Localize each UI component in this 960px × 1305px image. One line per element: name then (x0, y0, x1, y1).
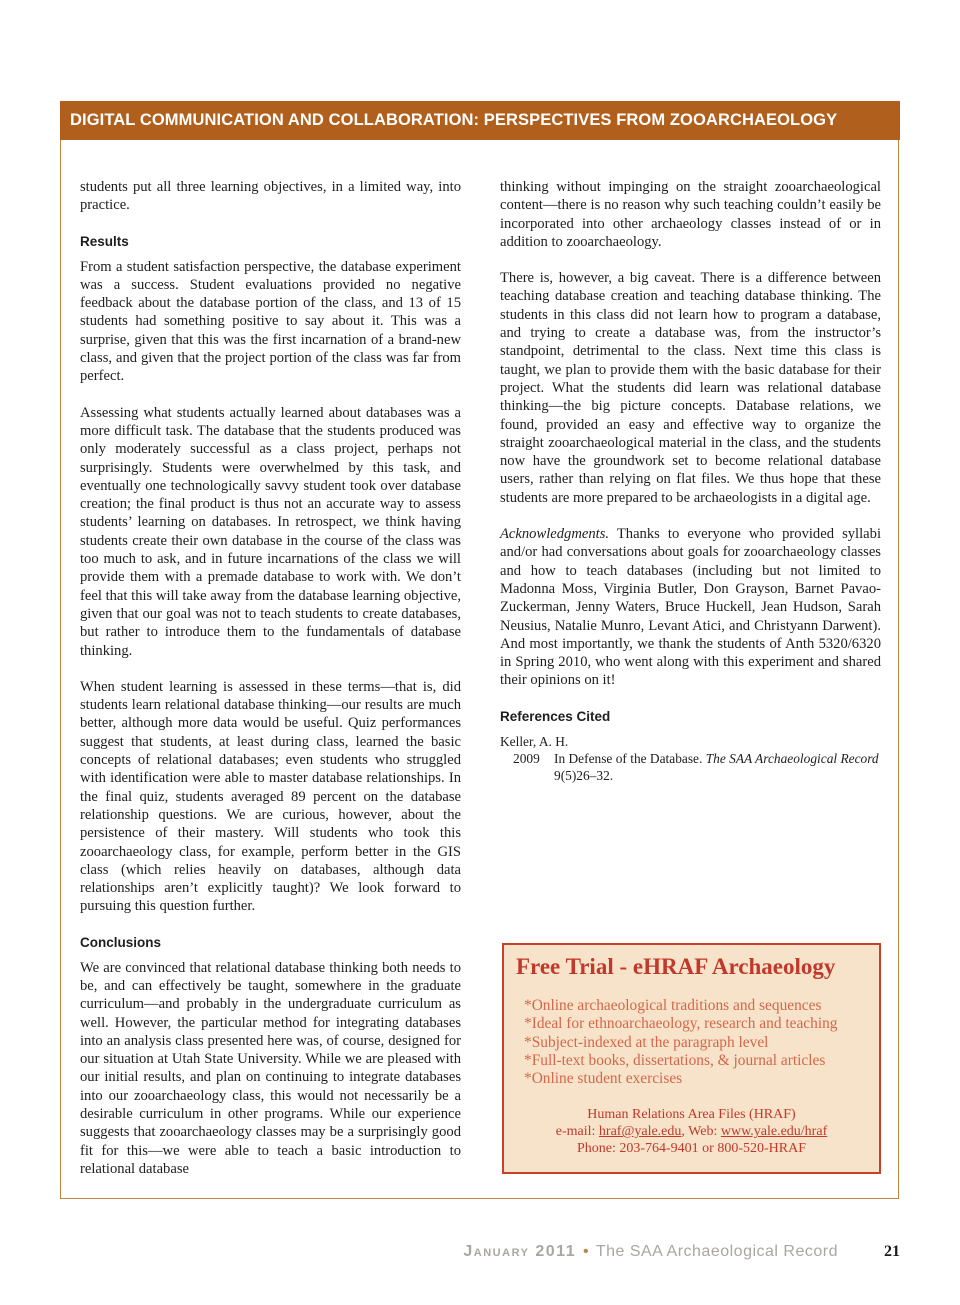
continuation-paragraph: thinking without impinging on the straight zooarchaeological content—there is no reason why such teaching couldn’t easily be incorporated into other archaeology classes instead of or in addition to zooarchaeology. (500, 179, 881, 250)
reference-volume: 9(5)26–32. (554, 767, 614, 783)
ad-email-web-line (516, 1123, 867, 1140)
reference-year: 2009 (513, 750, 540, 766)
ad-feature-item: *Ideal for ethnoarchaeology, research and teaching (524, 1015, 838, 1033)
footer-journal: The SAA Archaeological Record (595, 1243, 838, 1260)
ad-organization: Human Relations Area Files (HRAF) (587, 1107, 796, 1123)
conclusions-paragraph: We are convinced that relational database thinking both needs to be, and can effectively be taught, somewhere in the graduate curriculum—and probably in the undergraduate curriculum as well. However, the particular method for integrating databases into an analysis class presented here was, of course, designed for our situation at Utah State University. While we are pleased with our initial results, and plan on continuing to integrate databases into our zooarchaeology class, this would not necessarily be a desirable curriculum in other programs. While our experience suggests that zooarchaeology classes may be a surprisingly good fit for this—we were able to teach a basic introduction to relational database (80, 959, 461, 1177)
acknowledgments-text: Thanks to everyone who provided syllabi and/or had conversations about goals for zooarchaeology classes and how to teach databases (including but not limited to Madonna Moss, Virginia Butler, Don Grayson, Barnet Pavao-Zuckerman, Jenny Waters, Bruce Huckell, Jean Hudson, Sarah Neusius, Natalie Munro, Levant Atici, and Christyann Darwent). And most importantly, we thank the students of Anth 5320/6320 in Spring 2010, who went along with this experiment and shared their opinions on it! (500, 526, 881, 689)
ad-email-label: e-mail: (555, 1124, 599, 1140)
left-column (80, 178, 461, 1196)
footer-bullet: • (583, 1243, 590, 1260)
references-heading: References Cited (500, 708, 611, 724)
ad-feature-item: *Online archaeological traditions and sequences (524, 997, 822, 1014)
acknowledgments-paragraph (500, 525, 881, 690)
ad-feature-item: *Full-text books, dissertations, & journal articles (524, 1051, 826, 1069)
reference-title: In Defense of the Database. (554, 750, 706, 766)
reference-entry (513, 750, 881, 784)
reference-citation (554, 750, 881, 784)
caveat-paragraph: There is, however, a big caveat. There is a difference between teaching database creation and teaching database thinking. The students in this class did not learn how to program a database, and trying to create a database was, from the instructor’s standpoint, detrimental to the class. Next time this class is taught, we plan to provide them with the basic database for their project. What the students did learn was relational database thinking—the big picture concepts. Database relations, we found, provided an easy and effective way to organize the straight zooarchaeological material in the class, and the students now have the groundwork set to become relational database users, rather than relying on flat files. We thus hope that these students are more prepared to be archaeologists in a digital age. (500, 270, 881, 506)
ad-web-link[interactable]: www.yale.edu/hraf (720, 1124, 828, 1140)
section-banner: DIGITAL COMMUNICATION AND COLLABORATION: PERSPECTIVES FROM ZOOARCHAEOLOGY (60, 101, 900, 140)
right-column (500, 178, 881, 784)
footer-issue (463, 1243, 838, 1261)
ad-email-link[interactable]: hraf@yale.edu (598, 1124, 682, 1140)
reference-author: Keller, A. H. (500, 733, 569, 749)
reference-journal: The SAA Archaeological Record (705, 750, 879, 766)
results-heading: Results (80, 233, 129, 249)
conclusions-heading: Conclusions (80, 934, 162, 950)
ad-feature-item: *Online student exercises (524, 1070, 683, 1088)
results-paragraph-1: From a student satisfaction perspective, the database experiment was a success. Student evaluations provided no negative feedback about the database portion of the class, and 13 of 15 students had something positive to say about it. This was a surprise, given that this was the first incarnation of a brand-new class, and given that the project portion of the class was far from perfect. (80, 258, 461, 385)
page-number: 21 (884, 1243, 900, 1260)
ad-feature-item: *Subject-indexed at the paragraph level (524, 1033, 769, 1051)
page-footer (463, 1240, 900, 1268)
ad-phone: Phone: 203-764-9401 or 800-520-HRAF (576, 1141, 807, 1157)
intro-paragraph: students put all three learning objectives, in a limited way, into practice. (80, 179, 461, 214)
footer-month: January 2011 (463, 1243, 577, 1260)
results-paragraph-2: Assessing what students actually learned about databases was a more difficult task. The database that the students produced was only moderately successful as a class project, perhaps not surprisingly. Students were overwhelmed by this task, and eventually one technologically savvy student took over database creation; the final product is thus not an accurate way to assess students’ learning on databases. In retrospect, we think having students create their own database in the course of the class was too much to ask, and in future incarnations of the class we will provide them with a premade database to work with. We don’t feel that this will take away from the database learning objective, given that our goal was not to teach students to create databases, but rather to introduce them to the fundamentals of database thinking. (80, 404, 461, 659)
ehraf-advertisement (502, 943, 881, 1174)
ad-web-label: , Web: (681, 1124, 721, 1140)
ad-title: Free Trial - eHRAF Archaeology (516, 954, 836, 979)
acknowledgments-label: Acknowledgments. (500, 526, 610, 543)
ad-contact (516, 1106, 867, 1157)
ad-feature-list (524, 997, 867, 1088)
results-paragraph-3: When student learning is assessed in these terms—that is, did students learn relational database thinking—our results are much better, although more data would be useful. Quiz performances suggest that students, at least during class, learned the basic concepts of relational databases; even students who struggled with identification were able to master database relationships. In the final quiz, students averaged 89 percent on the database relationship questions. We are curious, however, about the persistence of their mastery. Will students who took this zooarchaeology class, for example, perform better in the GIS class (which relies heavily on databases, although data relationships aren’t explicitly taught)? We look forward to pursuing this question further. (80, 678, 461, 915)
